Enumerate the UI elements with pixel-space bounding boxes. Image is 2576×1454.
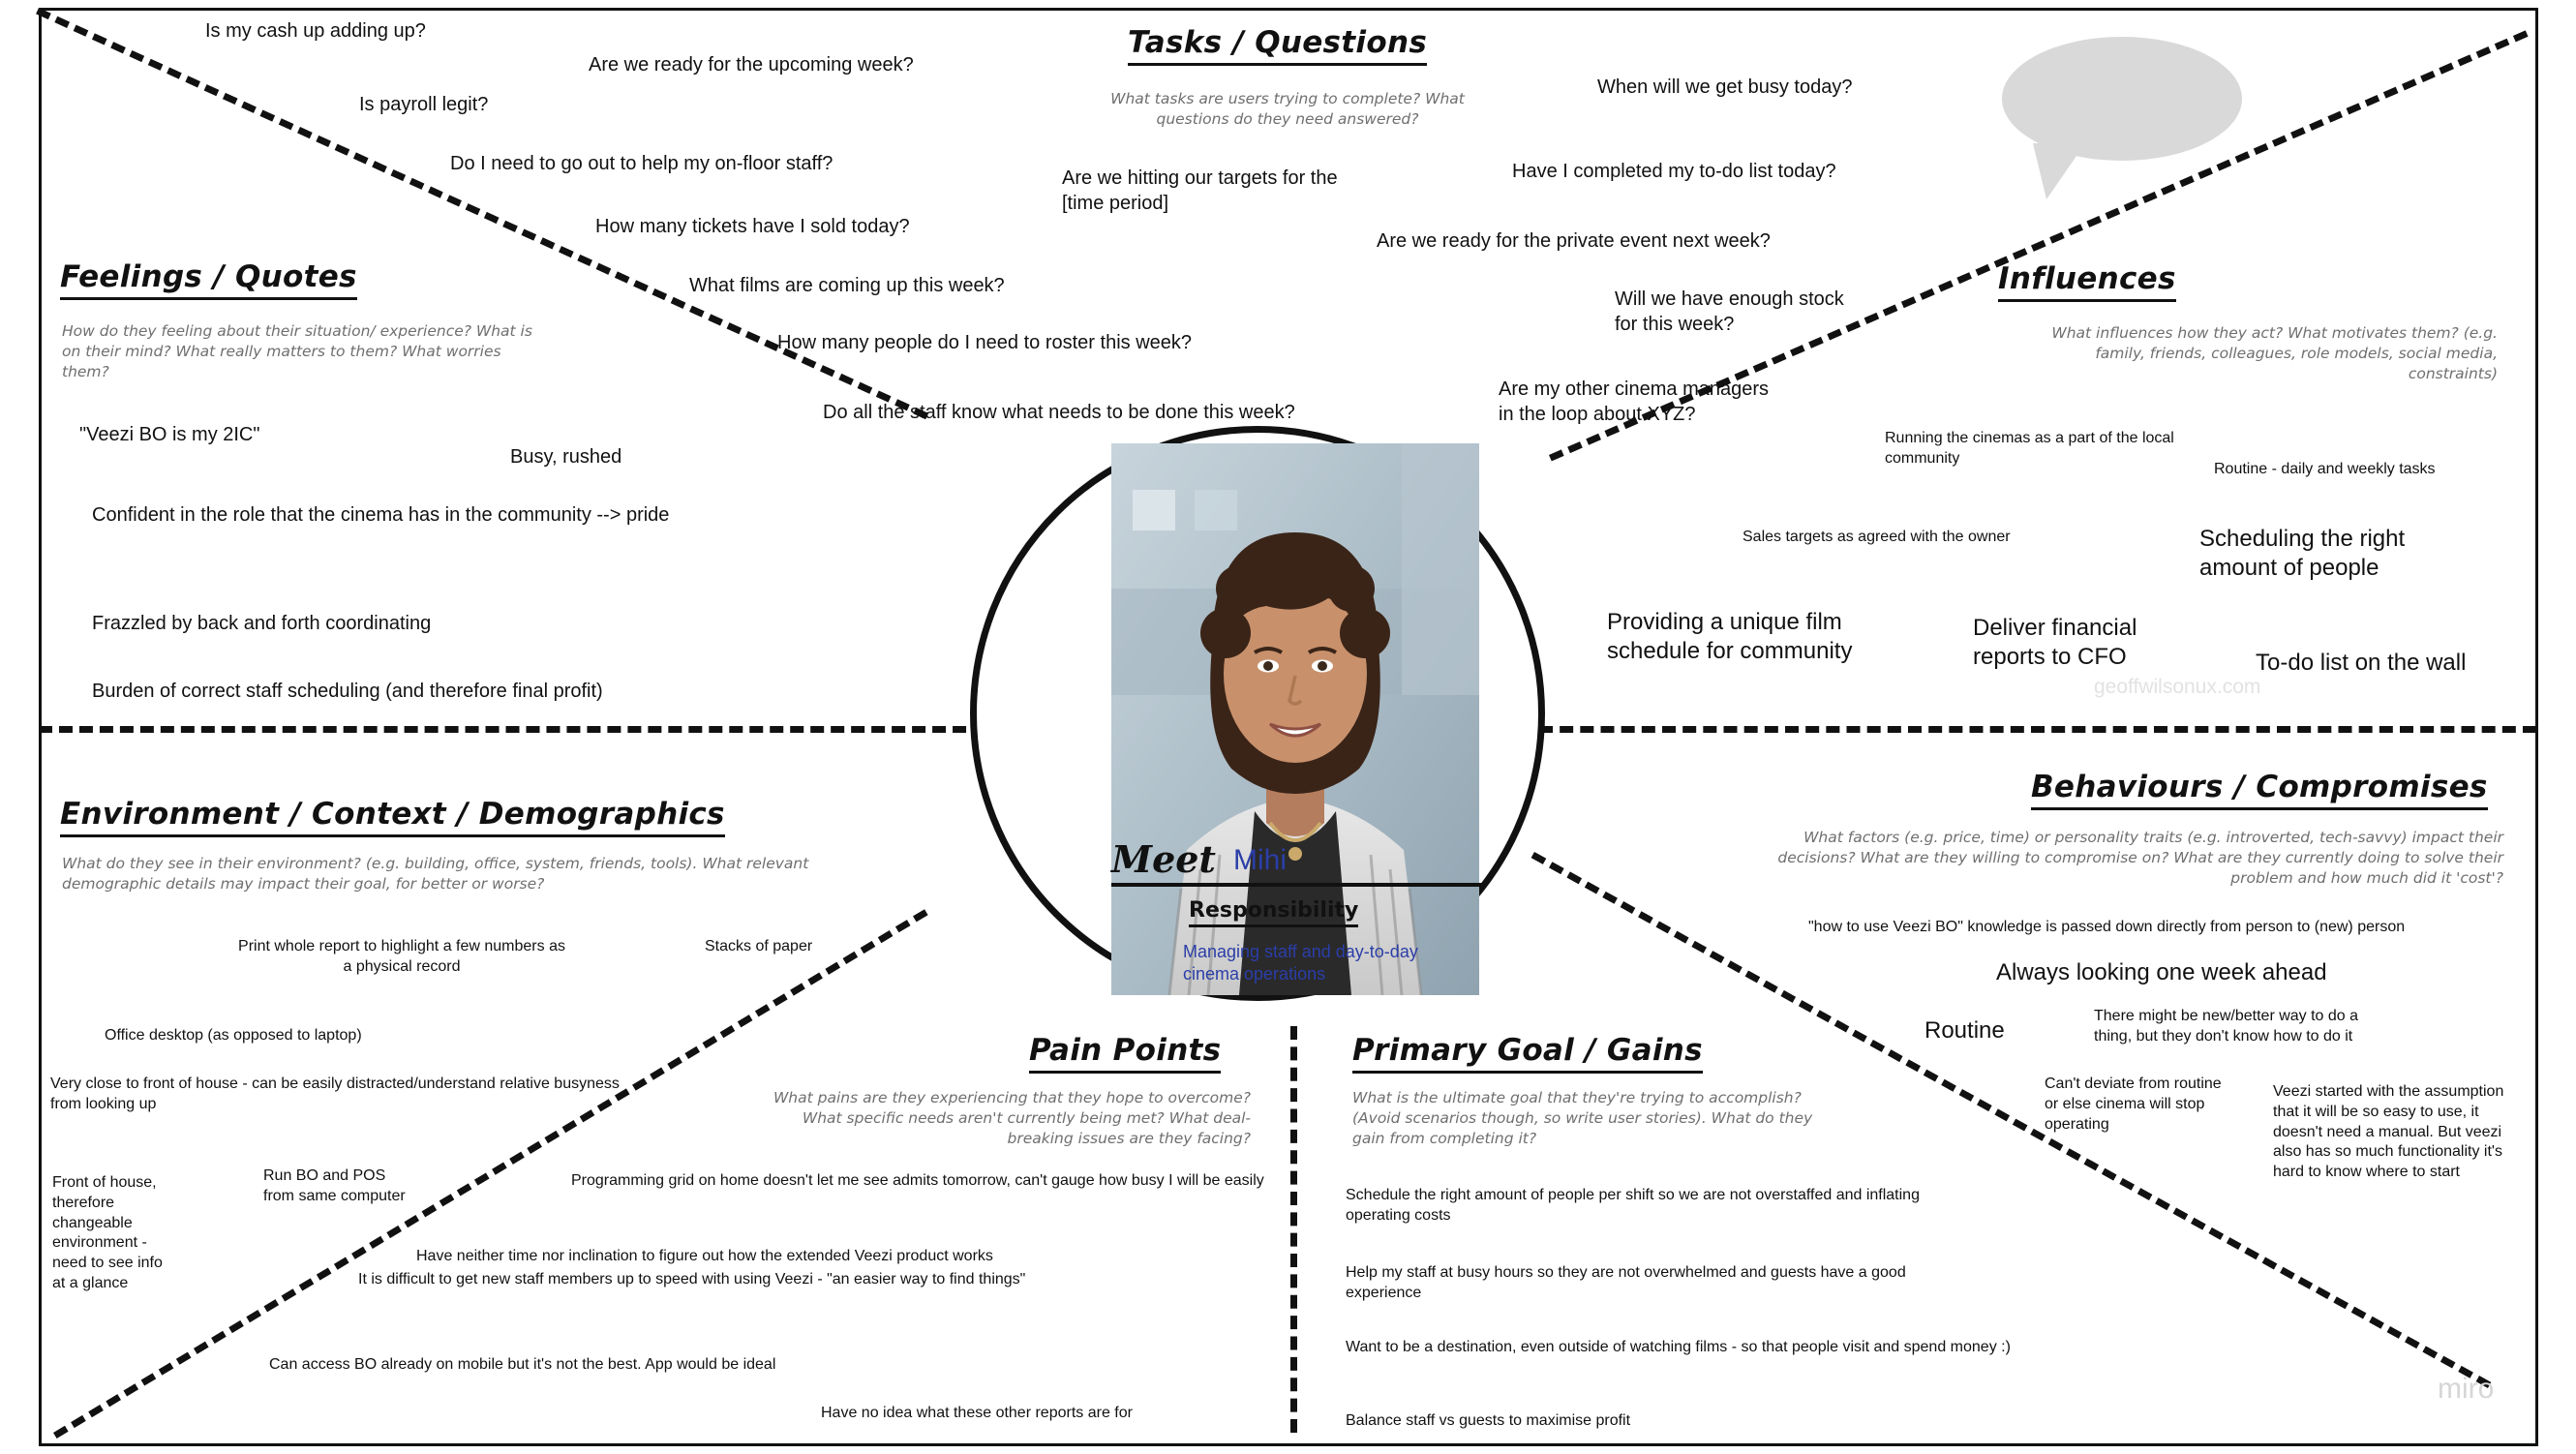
miro-watermark: miro [2438, 1373, 2495, 1405]
note-behaviours-4: There might be new/better way to do a thing, but they don't know how to do it [2094, 1008, 2359, 1045]
note-feelings-5: Burden of correct staff scheduling (and therefore final profit) [92, 681, 603, 702]
note-behaviours-6: Veezi started with the assumption that it will be so easy to use, it doesn't need a manual. But veezi also has so much functionality it's hard to know where to start [2273, 1083, 2504, 1181]
note-goal-4: Balance staff vs guests to maximise profit [1346, 1412, 1631, 1429]
note-influences-2: Routine - daily and weekly tasks [2214, 461, 2436, 477]
section-subtitle-behaviours: What factors (e.g. price, time) or personality traits (e.g. introverted, tech-savvy) impact their decisions? What are they willing to compromise on? What are they currently doing to solve their problem and how much did it 'cost'? [1777, 829, 2503, 887]
note-tasks-6: What films are coming up this week? [689, 275, 1005, 296]
section-subtitle-environment: What do they see in their environment? (e.g. building, office, system, friends, tools). What relevant demographic details may impact their goal, for better or worse? [62, 855, 809, 893]
note-pain-2: Have neither time nor inclination to figure out how the extended Veezi product works [416, 1248, 993, 1264]
note-behaviours-2: Always looking one week ahead [1996, 959, 2327, 985]
note-behaviours-1: "how to use Veezi BO" knowledge is passed down directly from person to (new) person [1808, 919, 2406, 935]
section-title-tasks: Tasks / Questions [1128, 25, 1427, 66]
divider-horizontal-right [1539, 726, 2536, 733]
note-tasks-5: How many tickets have I sold today? [595, 216, 910, 237]
section-title-feelings: Feelings / Quotes [60, 259, 357, 300]
note-pain-3: It is difficult to get new staff members up to speed with using Veezi - "an easier way to find things" [358, 1271, 1026, 1287]
section-title-behaviours: Behaviours / Compromises [2031, 770, 2488, 810]
note-influences-3: Sales targets as agreed with the owner [1743, 529, 2011, 545]
speech-bubble-icon [2002, 37, 2242, 161]
section-subtitle-pain-points: What pains are they experiencing that they hope to overcome? What specific needs aren't currently being met? What deal-breaking issues are they facing? [773, 1089, 1251, 1147]
note-goal-1: Schedule the right amount of people per shift so we are not overstaffed and inflating operating costs [1346, 1187, 1920, 1224]
divider-horizontal-left [39, 726, 1007, 733]
note-tasks-9: Are we hitting our targets for the [time period] [1062, 167, 1338, 214]
persona-photo [1111, 443, 1479, 591]
note-tasks-13: Will we have enough stock for this week? [1615, 288, 1844, 335]
note-pain-4: Can access BO already on mobile but it's not the best. App would be ideal [269, 1356, 776, 1373]
section-title-environment: Environment / Context / Demographics [60, 797, 725, 837]
note-pain-1: Programming grid on home doesn't let me see admits tomorrow, can't gauge how busy I will be easily [571, 1172, 1264, 1189]
note-environment-4: Very close to front of house - can be easily distracted/understand relative busyness from looking up [50, 1075, 620, 1112]
speech-bubble-tail-icon [2033, 143, 2085, 199]
section-subtitle-tasks: What tasks are users trying to complete? What questions do they need answered? [1110, 90, 1465, 128]
note-tasks-2: Are we ready for the upcoming week? [589, 54, 914, 76]
section-subtitle-influences: What influences how they act? What motivates them? (e.g. family, friends, colleagues, role models, social media, constraints) [2051, 324, 2498, 382]
note-environment-2: Stacks of paper [705, 938, 813, 954]
note-feelings-2: Busy, rushed [510, 446, 622, 468]
responsibility-text: Managing staff and day-to-day cinema operations [1183, 942, 1418, 984]
note-goal-3: Want to be a destination, even outside of watching films - so that people visit and spend money :) [1346, 1339, 2011, 1355]
note-influences-5: Providing a unique film schedule for community [1607, 609, 1853, 664]
divider-vertical-center [1290, 1026, 1297, 1433]
note-tasks-4: Do I need to go out to help my on-floor staff? [450, 153, 833, 174]
note-feelings-3: Confident in the role that the cinema has in the community --> pride [92, 504, 670, 526]
note-behaviours-5: Can't deviate from routine or else cinema will stop operating [2045, 1075, 2222, 1133]
note-tasks-10: When will we get busy today? [1597, 76, 1853, 98]
section-title-primary-goal: Primary Goal / Gains [1352, 1033, 1703, 1074]
note-environment-3: Office desktop (as opposed to laptop) [105, 1027, 362, 1044]
note-tasks-1: Is my cash up adding up? [205, 20, 426, 42]
note-tasks-7: How many people do I need to roster this week? [777, 332, 1193, 353]
note-tasks-8: Do all the staff know what needs to be done this week? [823, 402, 1295, 423]
note-tasks-3: Is payroll legit? [359, 94, 489, 115]
section-subtitle-primary-goal: What is the ultimate goal that they're trying to accomplish? (Avoid scenarios though, so write user stories). What do they gain from completing it? [1352, 1089, 1813, 1147]
note-influences-6: Deliver financial reports to CFO [1973, 615, 2137, 670]
note-behaviours-3: Routine [1924, 1017, 2005, 1044]
note-environment-5: Front of house, therefore changeable environment - need to see info at a glance [52, 1174, 163, 1291]
author-watermark: geoffwilsonux.com [2094, 676, 2261, 698]
note-feelings-4: Frazzled by back and forth coordinating [92, 613, 432, 634]
persona-meet-row [1111, 837, 1483, 887]
note-environment-1: Print whole report to highlight a few numbers as a physical record [238, 938, 565, 975]
note-feelings-1: "Veezi BO is my 2IC" [79, 424, 260, 445]
note-influences-4: Scheduling the right amount of people [2199, 526, 2406, 581]
note-influences-1: Running the cinemas as a part of the local community [1885, 430, 2174, 467]
note-tasks-12: Are we ready for the private event next week? [1377, 230, 1771, 252]
note-influences-7: To-do list on the wall [2256, 650, 2467, 676]
section-title-pain-points: Pain Points [1029, 1033, 1221, 1074]
section-title-influences: Influences [1998, 261, 2176, 302]
persona-name: Mihi [1232, 844, 1287, 876]
note-tasks-14: Are my other cinema managers in the loop about XYZ? [1499, 379, 1770, 425]
note-environment-6: Run BO and POS from same computer [263, 1167, 406, 1204]
meet-label: Meet [1111, 837, 1216, 881]
note-tasks-11: Have I completed my to-do list today? [1512, 161, 1836, 182]
note-pain-5: Have no idea what these other reports are for [821, 1405, 1133, 1421]
section-subtitle-feelings: How do they feeling about their situation/ experience? What is on their mind? What really matters to them? What worries them? [62, 322, 532, 380]
responsibility-title: Responsibility [1189, 898, 1358, 927]
note-goal-2: Help my staff at busy hours so they are not overwhelmed and guests have a good experience [1346, 1264, 1906, 1301]
